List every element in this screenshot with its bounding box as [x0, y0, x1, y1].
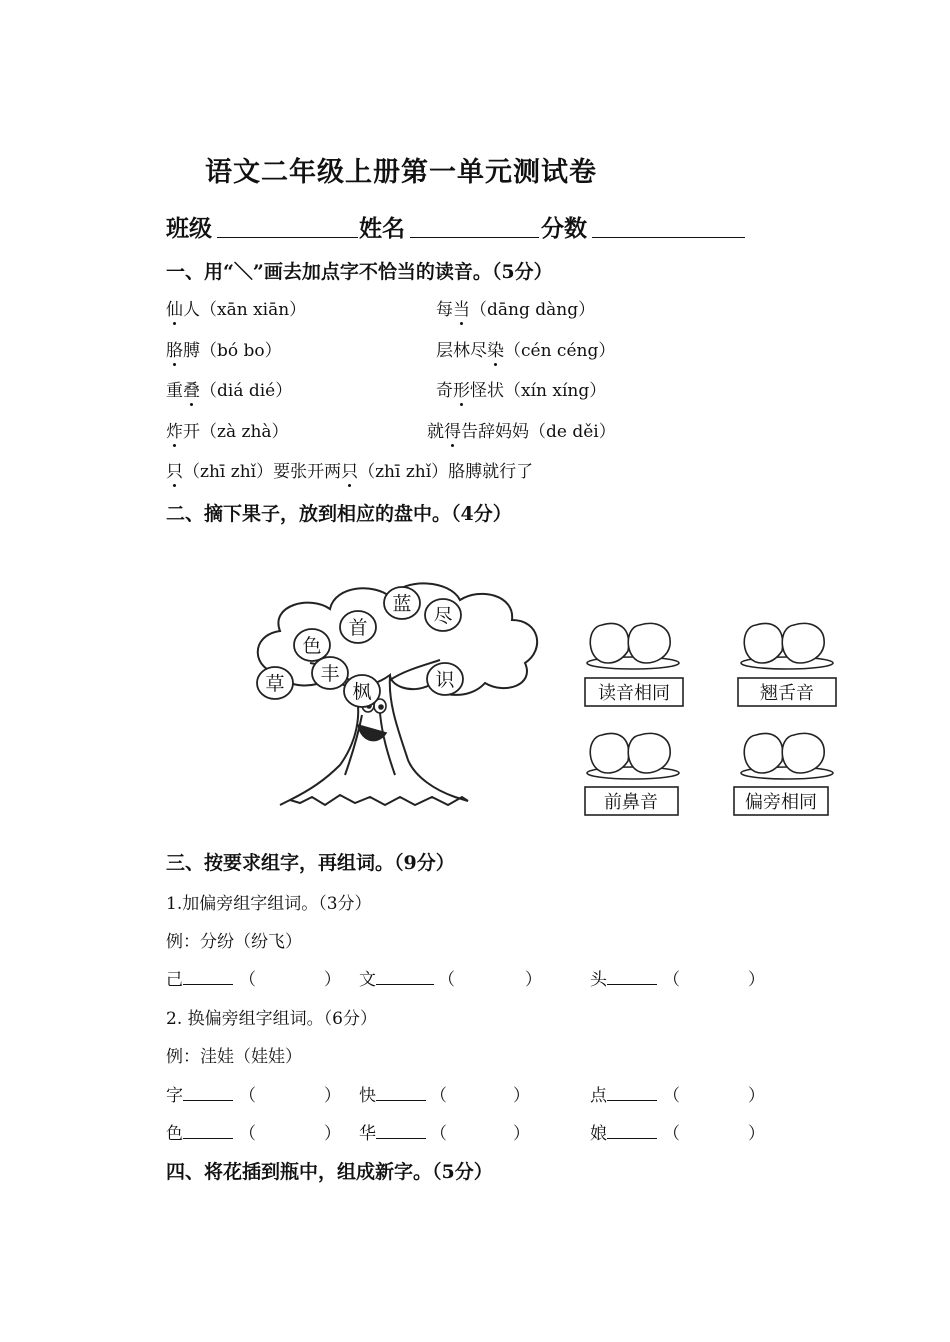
- dotted-char: 当: [453, 295, 470, 320]
- dotted-char: 炸: [166, 417, 183, 442]
- char-blank[interactable]: [376, 1084, 426, 1101]
- pinyin-item: 就得告辞妈妈（de děi）: [427, 417, 616, 442]
- example-1: 例：分纷（纷飞）: [166, 932, 302, 952]
- plate-label: 偏旁相同: [745, 792, 817, 813]
- apple-icon: [782, 623, 824, 663]
- char-blank[interactable]: [607, 1122, 657, 1139]
- char-blank[interactable]: [607, 1084, 657, 1101]
- pinyin-sentence: 只（zhī zhǐ）要张开两只（zhī zhǐ）胳膊就行了: [166, 457, 533, 482]
- section-4-heading: 四、将花插到瓶中，组成新字。（5分）: [166, 1161, 493, 1183]
- pinyin-item: 炸开（zà zhà）: [166, 417, 289, 442]
- char-blank[interactable]: [183, 1084, 233, 1101]
- fruit-tree-illustration: [240, 565, 840, 825]
- dotted-char: 胳: [166, 336, 183, 361]
- name-blank[interactable]: [410, 237, 539, 238]
- plate-label: 读音相同: [598, 683, 670, 704]
- word-item: 头 （ ）: [590, 970, 765, 990]
- word-item: 点 （ ）: [590, 1086, 765, 1106]
- word-item: 娘 （ ）: [590, 1124, 765, 1144]
- fruit-char: 识: [435, 669, 455, 691]
- score-blank[interactable]: [592, 237, 745, 238]
- fruit-char: 尽: [433, 605, 453, 627]
- pinyin-item: 层林尽染（cén céng）: [436, 336, 615, 361]
- pinyin-item: 奇形怪状（xín xíng）: [436, 376, 606, 401]
- class-label: 班级: [166, 215, 212, 242]
- dotted-char: 仙: [166, 295, 183, 320]
- word-item: 文 （ ）: [359, 970, 542, 990]
- apple-icon: [590, 733, 628, 773]
- apple-icon: [628, 623, 670, 663]
- pinyin-item: 胳膊（bó bo）: [166, 336, 282, 361]
- dotted-char: 只: [166, 457, 183, 482]
- dotted-char: 只: [341, 457, 358, 482]
- char-blank[interactable]: [376, 968, 434, 985]
- subheading-2: 2. 换偏旁组字组词。（6分）: [166, 1009, 377, 1029]
- class-blank[interactable]: [217, 237, 358, 238]
- char-blank[interactable]: [183, 1122, 233, 1139]
- apple-icon: [744, 623, 782, 663]
- section-3-heading: 三、按要求组字，再组词。（9分）: [166, 852, 455, 874]
- dotted-char: 染: [487, 336, 504, 361]
- word-item: 己 （ ）: [166, 970, 341, 990]
- word-item: 华 （ ）: [359, 1124, 530, 1144]
- fruit-char: 首: [348, 617, 368, 639]
- score-label: 分数: [541, 215, 587, 242]
- char-blank[interactable]: [376, 1122, 426, 1139]
- word-item: 色 （ ）: [166, 1124, 341, 1144]
- pinyin-item: 重叠（diá dié）: [166, 376, 292, 401]
- section-2-heading: 二、摘下果子，放到相应的盘中。（4分）: [166, 503, 512, 525]
- fruit-char: 色: [302, 635, 322, 657]
- plate-label: 翘舌音: [760, 683, 814, 704]
- word-item: 字 （ ）: [166, 1086, 341, 1106]
- apple-icon: [628, 733, 670, 773]
- dotted-char: 形: [453, 376, 470, 401]
- apple-icon: [590, 623, 628, 663]
- apple-icon: [744, 733, 782, 773]
- section-1-heading: 一、用“＼”画去加点字不恰当的读音。（5分）: [166, 261, 553, 283]
- dotted-char: 叠: [183, 376, 200, 401]
- dotted-char: 得: [444, 417, 461, 442]
- char-blank[interactable]: [607, 968, 657, 985]
- name-label: 姓名: [359, 215, 405, 242]
- apple-icon: [782, 733, 824, 773]
- example-2: 例：洼娃（娃娃）: [166, 1047, 302, 1067]
- fruit-char: 丰: [320, 663, 340, 685]
- fruit-char: 蓝: [392, 593, 412, 615]
- pinyin-item: 每当（dāng dàng）: [436, 295, 595, 320]
- page-title: 语文二年级上册第一单元测试卷: [205, 157, 597, 188]
- subheading-1: 1.加偏旁组字组词。（3分）: [166, 894, 372, 914]
- fruit-char: 草: [265, 673, 285, 695]
- char-blank[interactable]: [183, 968, 233, 985]
- word-item: 快 （ ）: [359, 1086, 530, 1106]
- fruit-char: 枫: [352, 681, 372, 703]
- plate-label: 前鼻音: [604, 792, 658, 813]
- pinyin-item: 仙人（xān xiān）: [166, 295, 306, 320]
